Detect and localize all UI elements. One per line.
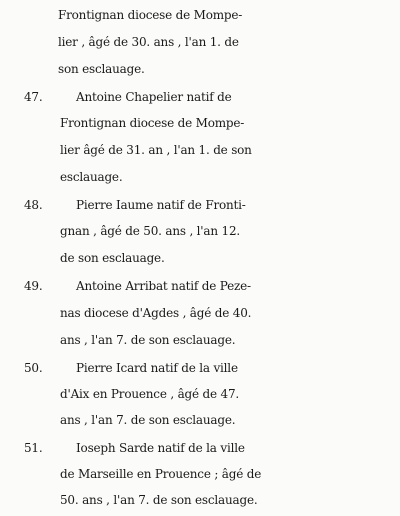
entry-49-line-2: nas diocese d'Agdes , âgé de 40.	[60, 306, 252, 320]
entry-50	[0, 355, 400, 381]
entry-46-line-3: son esclauage.	[58, 62, 145, 76]
entry-51-line-3: 50. ans , l'an 7. de son esclauage.	[60, 493, 258, 507]
entry-48-line-2: gnan , âgé de 50. ans , l'an 12.	[60, 224, 240, 238]
entry-47-line-3: lier âgé de 31. an , l'an 1. de son	[60, 143, 252, 157]
entry-51-line-1: Ioseph Sarde natif de la ville	[76, 441, 245, 455]
entry-51-line-2: de Marseille en Prouence ; âgé de	[60, 467, 262, 481]
entry-48	[0, 192, 400, 218]
entry-47-line-1: Antoine Chapelier natif de	[76, 90, 232, 104]
entry-50-line-3: ans , l'an 7. de son esclauage.	[60, 413, 236, 427]
entry-46-line-2: lier , âgé de 30. ans , l'an 1. de	[58, 35, 239, 49]
entry-49-line-3: ans , l'an 7. de son esclauage.	[60, 333, 236, 347]
entry-49	[0, 273, 400, 299]
entry-number: 47.	[24, 90, 43, 104]
entry-number: 50.	[24, 361, 43, 375]
entry-48-line-1: Pierre Iaume natif de Fronti-	[76, 198, 246, 212]
entry-47-line-4: esclauage.	[60, 170, 123, 184]
entry-51	[0, 435, 400, 461]
entry-50-line-1: Pierre Icard natif de la ville	[76, 361, 238, 375]
entry-47	[0, 84, 400, 110]
entry-46-line-1: Frontignan diocese de Mompe-	[58, 8, 243, 22]
entry-number: 49.	[24, 279, 43, 293]
entry-49-line-1: Antoine Arribat natif de Peze-	[76, 279, 251, 293]
entry-number: 51.	[24, 441, 43, 455]
entry-50-line-2: d'Aix en Prouence , âgé de 47.	[60, 387, 240, 401]
entry-48-line-3: de son esclauage.	[60, 251, 165, 265]
entry-number: 48.	[24, 198, 43, 212]
entry-47-line-2: Frontignan diocese de Mompe-	[60, 116, 245, 130]
